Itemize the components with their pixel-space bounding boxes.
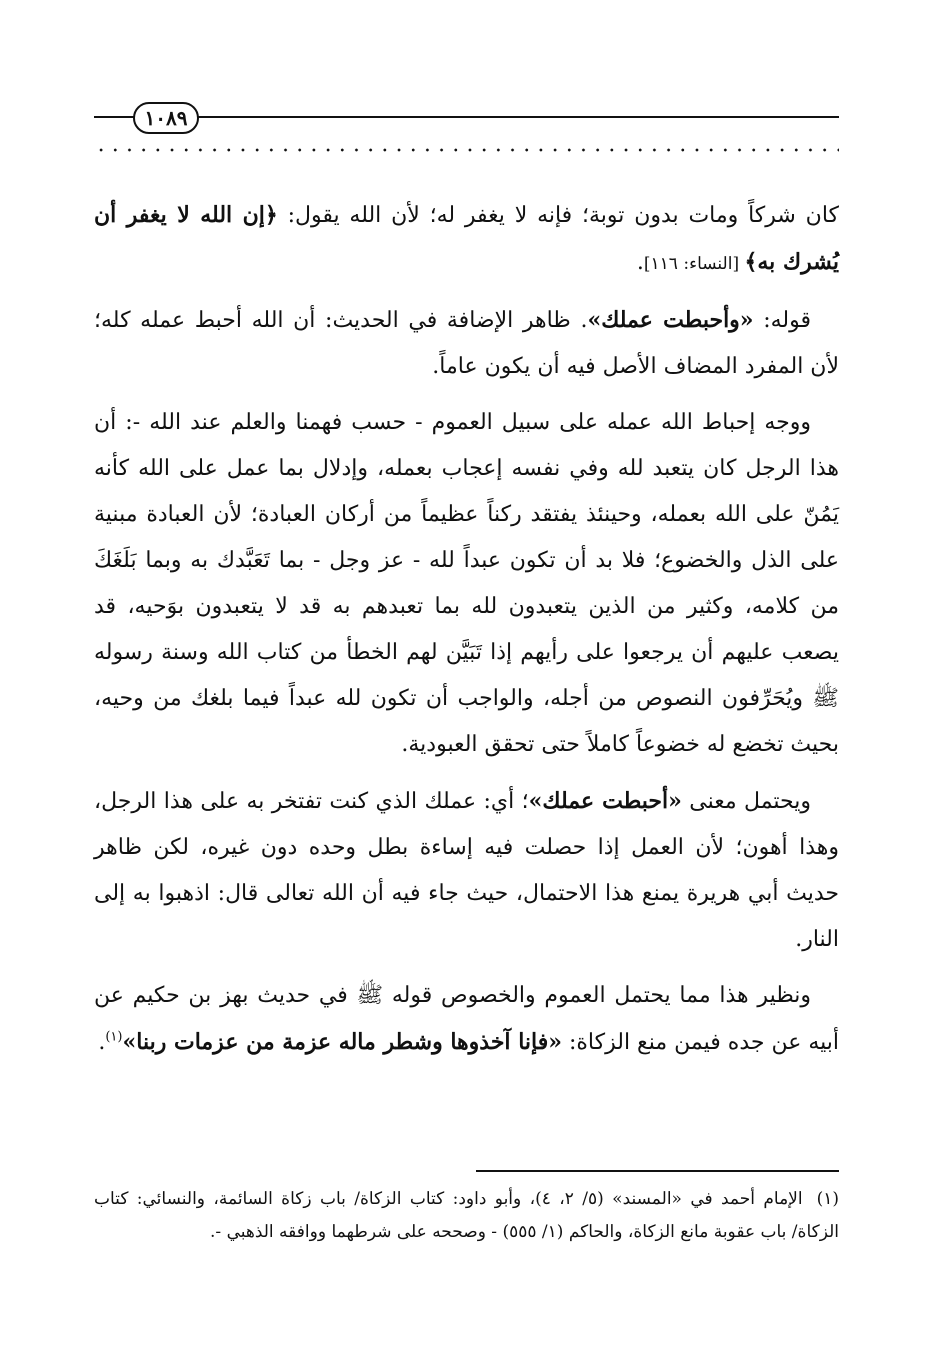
footnote-marker: (١) [105,1029,123,1045]
p2-quote: «وأحبطت عملك» [587,307,754,333]
p1-end: . [636,250,644,275]
p3-text: ووجه إحباط الله عمله على سبيل العموم - حسب فهمنا والعلم عند الله -: أن هذا الرجل كان يتعبد لله وفي نفسه إعجاب بعمله، وإدلال بما عمل على الله كأنه يَمُنّ على الله بعمله، وحينئذ يفتقد ركناً عظيماً من أركان العبادة؛ لأن العبادة مبنية على الذل والخضوع؛ فلا بد أن تكون عبداً لله - عز وجل - بما تَعَبَّدك به وبما بَلَغَكَ من كلامه، وكثير من الذين يتعبدون لله بما تعبدهم به قد لا يتعبدون بوَحيه، قد يصعب عليهم أن يرجعوا على رأيهم إذا تَبَيَّن لهم الخطأ من كتاب الله وسنة رسوله ﷺ ويُحَرِّفون النصوص من أجله، والواجب أن تكون لله عبداً فيما بلغك من وحيه، بحيث تخضع له خضوعاً كاملاً حتى تحقق العبودية. [94,410,839,757]
p1-reference: [النساء: ١١٦] [643,254,745,274]
page-number: ١٠٨٩ [144,106,188,130]
p1-quran-quote: ﴿إن الله لا يغفر أن يُشرك به﴾ [94,202,839,275]
p5-end: . [98,1030,106,1055]
p4-quote: «أحبطت عملك» [528,788,682,814]
footnote [94,1183,839,1249]
paragraph-2 [94,297,839,390]
p4-text-a: ويحتمل معنى [681,789,812,814]
p5-text-a: ونظير هذا مما يحتمل العموم والخصوص قوله ﷺ في حديث بهز بن حكيم عن أبيه عن جده فيمن منع الزكاة: [94,983,839,1055]
p4-text-b: ؛ أي: عملك الذي كنت تفتخر به على هذا الرجل، وهذا أهون؛ لأن العمل إذا حصلت فيه إساءة بطل وحده دون غيره، لكن ظاهر حديث أبي هريرة يمنع هذا الاحتمال، حيث جاء فيه أن الله تعالى قال: اذهبوا به إلى النار. [94,789,839,952]
page-number-badge [133,102,199,134]
p1-text: كان شركاً ومات بدون توبة؛ فإنه لا يغفر له؛ لأن الله يقول: [277,203,839,228]
footnote-rule [476,1170,839,1172]
paragraph-3 [94,400,839,768]
paragraph-1 [94,192,839,287]
p2-text-a: قوله: [753,308,811,333]
paragraph-4 [94,778,839,963]
dotted-separator [94,148,839,152]
p5-hadith-quote: «فإنا آخذوها وشطر ماله عزمة من عزمات ربنا» [122,1029,562,1055]
p2-text-b: . ظاهر الإضافة في الحديث: أن الله أحبط عمله كله؛ لأن المفرد المضاف الأصل فيه أن يكون عاماً. [94,308,839,379]
footnote-text: الإمام أحمد في «المسند» (٥/ ٢، ٤)، وأبو داود: كتاب الزكاة/ باب زكاة السائمة، والنسائي: كتاب الزكاة/ باب عقوبة مانع الزكاة، والحاكم (١/ ٥٥٥) - وصححه على شرطهما ووافقه الذهبي -. [94,1189,839,1242]
main-text [94,192,839,1076]
paragraph-5 [94,973,839,1066]
header-rule [94,116,839,118]
footnote-number: (١) [816,1189,840,1209]
